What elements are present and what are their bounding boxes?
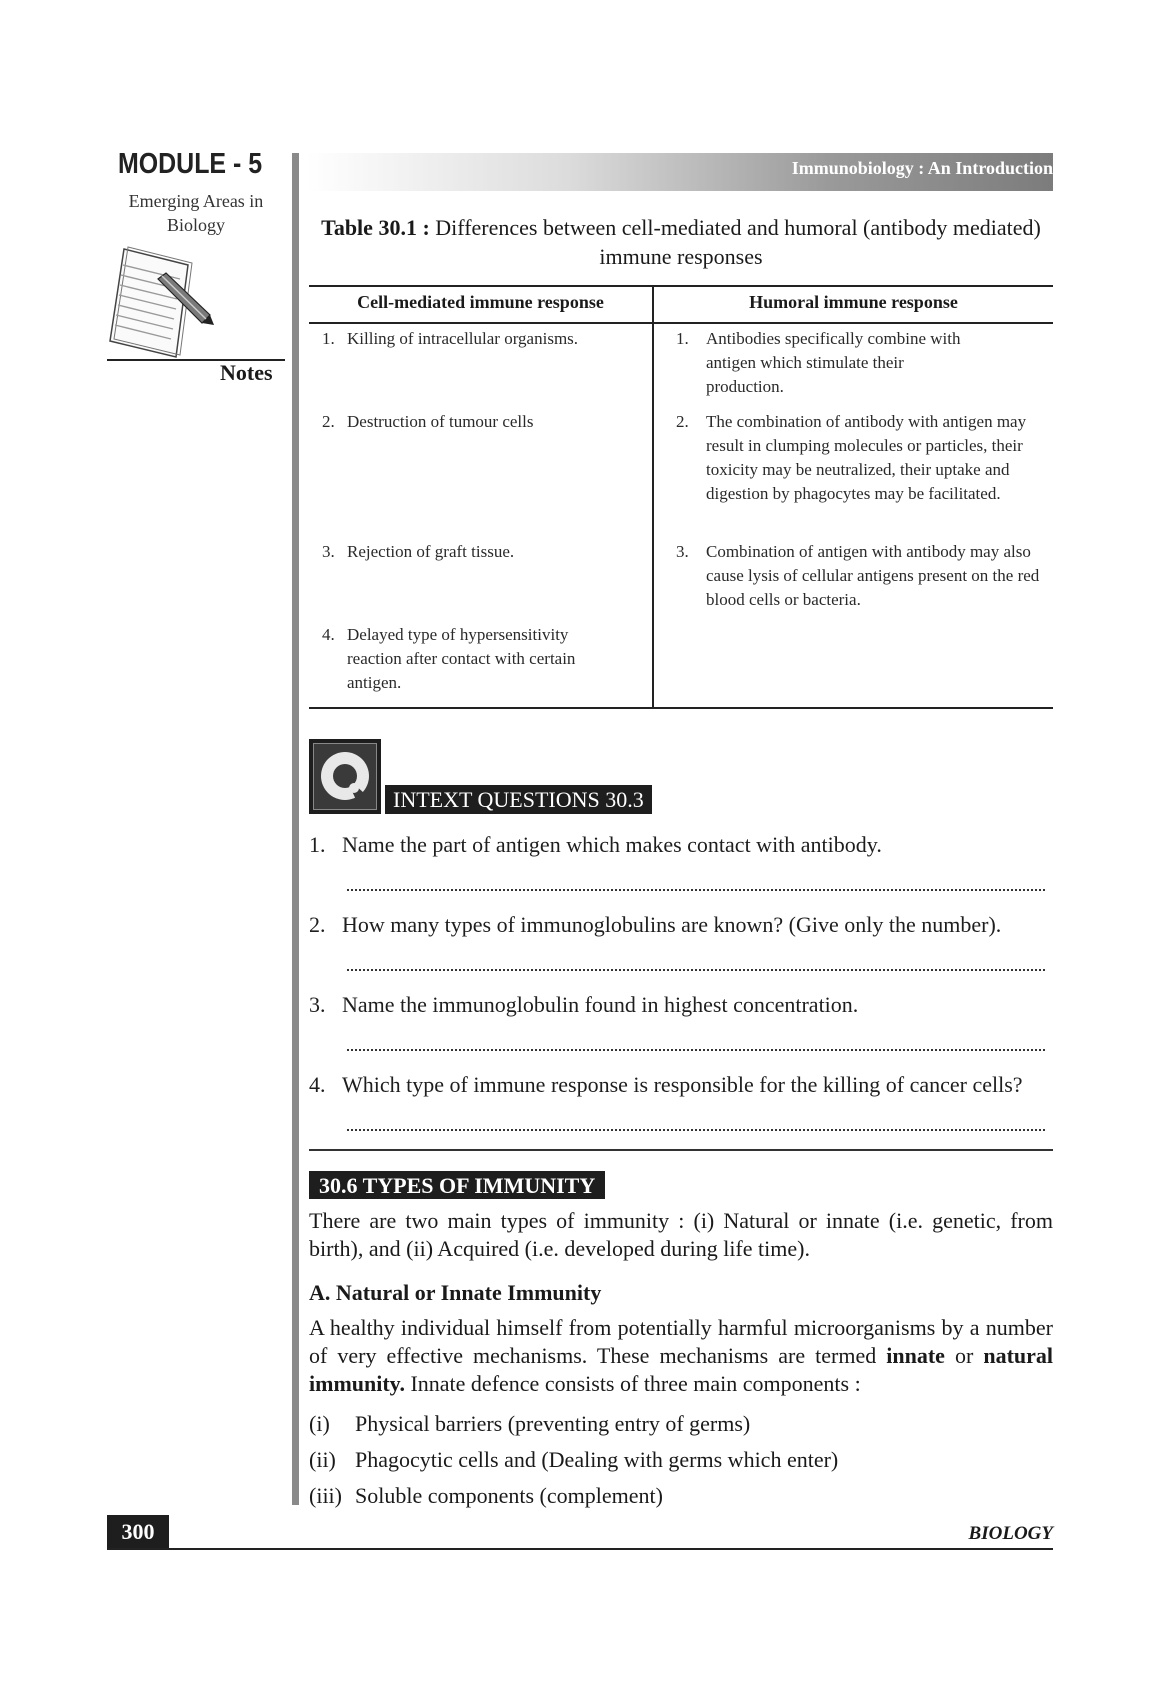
module-title: MODULE - 5 [118,148,263,180]
page-number: 300 [107,1515,169,1549]
table-header-rule [309,322,1053,324]
table-column-divider [652,285,654,709]
table-caption [310,213,1052,271]
item-text: Combination of antigen with antibody may also cause lysis of cellular antigens present on the red blood cells or bacteria. [706,542,1040,609]
component-number: (ii) [309,1447,336,1472]
answer-line[interactable] [347,1049,1045,1051]
paragraph-text: Innate defence consists of three main components : [404,1371,861,1396]
item-number: 2. [322,412,335,431]
component-text: Physical barriers (preventing entry of germs) [355,1411,751,1436]
question-number: 4. [309,1072,326,1097]
item-text: Rejection of graft tissue. [347,542,515,561]
paragraph-text: A healthy individual himself from potentially harmful microorganisms by a number of very effective mechanisms. These mechanisms are termed [309,1315,1053,1368]
question-mark-icon [309,739,381,814]
section-intro: There are two main types of immunity : (i) Natural or innate (i.e. genetic, from birth), and (ii) Acquired (i.e. developed during life time). [309,1208,1053,1261]
intext-questions-label: INTEXT QUESTIONS 30.3 [385,785,652,814]
question-text: Name the immunoglobulin found in highest concentration. [342,992,859,1017]
component-text: Soluble components (complement) [355,1483,663,1508]
table-caption-label: Table 30.1 : [321,215,430,240]
term-innate: innate [886,1343,945,1368]
footer-rule [107,1548,1053,1550]
table-bottom-rule [309,707,1053,709]
section-heading: 30.6 TYPES OF IMMUNITY [309,1171,605,1199]
component-number: (i) [309,1411,330,1436]
table-header-cell-mediated: Cell-mediated immune response [357,292,604,312]
item-text: The combination of antibody with antigen may result in clumping molecules or particles, their toxicity may be neutralized, their uptake and digestion by phagocytes may be facilitated. [706,412,1027,503]
item-number: 2. [676,412,689,431]
paragraph-text: or [944,1343,984,1368]
question-number: 1. [309,832,326,857]
component-number: (iii) [309,1483,342,1508]
question-text: How many types of immunoglobulins are known? (Give only the number). [342,912,1002,937]
question-text: Which type of immune response is responsible for the killing of cancer cells? [342,1072,1023,1097]
answer-line[interactable] [347,889,1045,891]
section-divider [309,1149,1053,1151]
margin-rule [292,153,299,1505]
module-subtitle: Emerging Areas in Biology [128,191,264,235]
item-number: 3. [322,542,335,561]
table-top-rule [309,285,1053,287]
item-text: Destruction of tumour cells [347,412,534,431]
item-text: Antibodies specifically combine with antigen which stimulate their production. [706,329,961,396]
question-number: 2. [309,912,326,937]
question-number: 3. [309,992,326,1017]
item-number: 4. [322,625,335,644]
innate-paragraph [309,1314,1053,1398]
footer-subject: BIOLOGY [968,1523,1053,1544]
notepad-pencil-icon [106,245,216,365]
term-natural-immunity: natural immunity. [309,1343,1054,1396]
item-text: Killing of intracellular organisms. [347,329,579,348]
answer-line[interactable] [347,1129,1045,1131]
item-text: Delayed type of hypersensitivity reaction after contact with certain antigen. [347,625,576,692]
table-caption-text: Differences between cell-mediated and humoral (antibody mediated) immune responses [429,215,1041,269]
subsection-heading: A. Natural or Innate Immunity [309,1280,602,1305]
question-text: Name the part of antigen which makes contact with antibody. [342,832,882,857]
component-text: Phagocytic cells and (Dealing with germs which enter) [355,1447,839,1472]
item-number: 1. [322,329,335,348]
item-number: 3. [676,542,689,561]
answer-line[interactable] [347,969,1045,971]
notes-label: Notes [220,360,273,385]
table-header-humoral: Humoral immune response [749,292,958,312]
item-number: 1. [676,329,689,348]
chapter-title: Immunobiology : An Introduction [791,158,1053,178]
